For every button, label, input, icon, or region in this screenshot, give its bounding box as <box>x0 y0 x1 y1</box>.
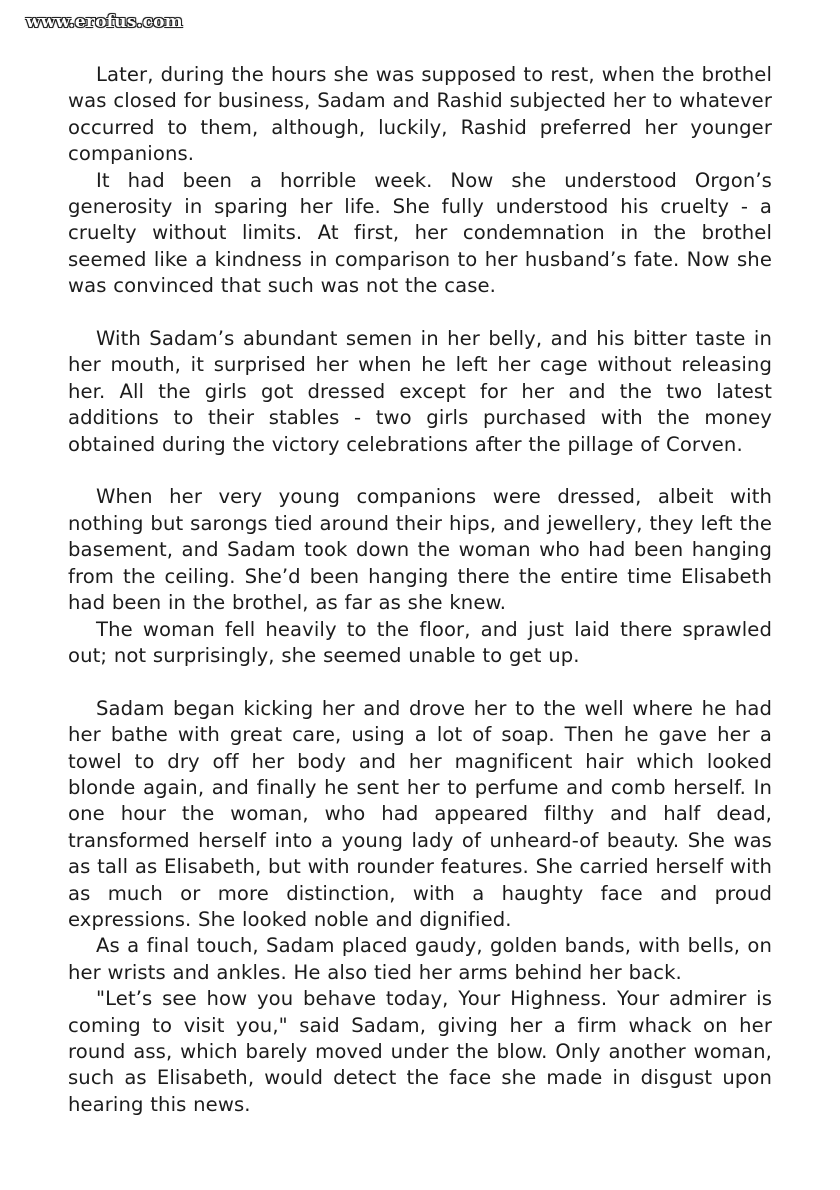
book-page-text <box>68 62 772 1118</box>
paragraph: Later, during the hours she was supposed to rest, when the brothel was closed for business, Sadam and Rashid subjected her to whatever occurred to them, although, luckily, Rashid preferred her younger companions. <box>68 63 772 166</box>
paragraph: As a final touch, Sadam placed gaudy, golden bands, with bells, on her wrists and ankles. He also tied her arms behind her back. <box>68 934 772 984</box>
paragraph: Sadam began kicking her and drove her to the well where he had her bathe with great care, using a lot of soap. Then he gave her a towel to dry off her body and her magnificent hair which looked blonde again, and finally he sent her to perfume and comb herself. In one hour the woman, who had appeared filthy and half dead, transformed herself into a young lady of unheard-of beauty. She was as tall as Elisabeth, but with rounder features. She carried herself with as much or more distinction, with a haughty face and proud expressions. She looked noble and dignified. <box>68 696 772 931</box>
paragraph: When her very young companions were dressed, albeit with nothing but sarongs tied around their hips, and jewellery, they left the basement, and Sadam took down the woman who had been hanging from the ceiling. She’d been hanging there the entire time Elisabeth had been in the brothel, as far as she knew. <box>68 485 772 615</box>
paragraph: The woman fell heavily to the floor, and just laid there sprawled out; not surprisingly, she seemed unable to get up. <box>68 617 772 667</box>
site-watermark: www.erofus.com <box>26 12 183 32</box>
paragraph: With Sadam’s abundant semen in her belly, and his bitter taste in her mouth, it surprised her when he left her cage without releasing her. All the girls got dressed except for her and the two latest additions to their stables - two girls purchased with the money obtained during the victory celebrations after the pillage of Corven. <box>68 327 772 456</box>
paragraph: It had been a horrible week. Now she understood Orgon’s generosity in sparing her life. She fully understood his cruelty - a cruelty without limits. At first, her condemnation in the brothel seemed like a kindness in comparison to her husband’s fate. Now she was convinced that such was not the case. <box>68 168 772 298</box>
paragraph: "Let’s see how you behave today, Your Highness. Your admirer is coming to visit you," said Sadam, giving her a firm whack on her round ass, which barely moved under the blow. Only another woman, such as Elisabeth, would detect the face she made in disgust upon hearing this news. <box>68 987 772 1116</box>
